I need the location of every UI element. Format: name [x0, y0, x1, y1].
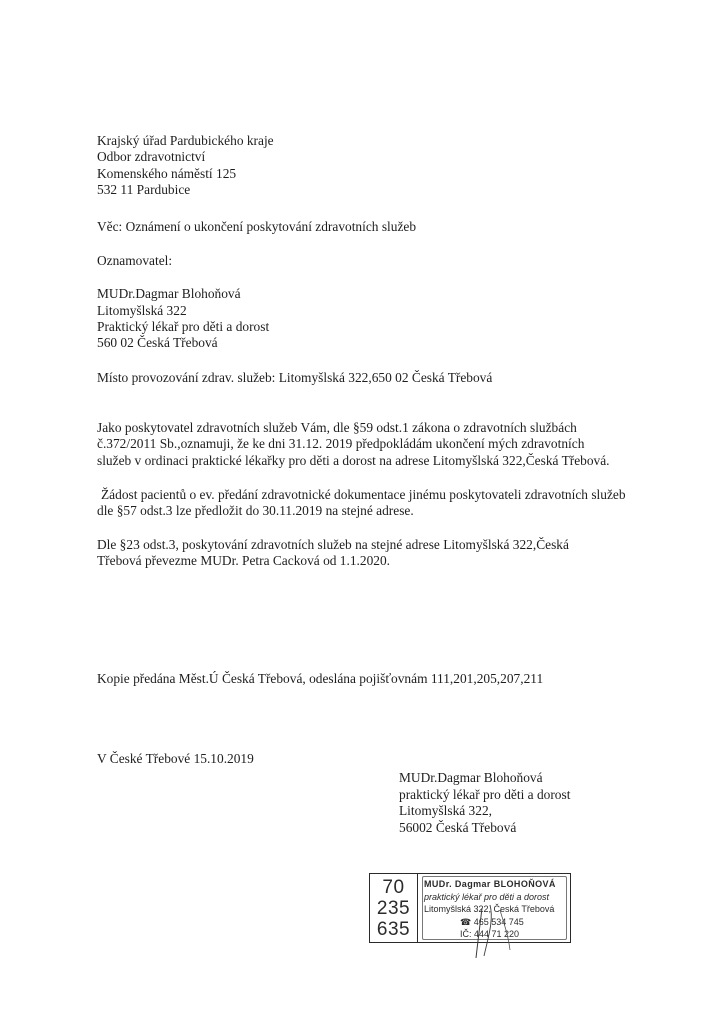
notifier-line-3: Praktický lékař pro děti a dorost	[97, 319, 270, 334]
paragraph3-line-1: Dle §23 odst.3, poskytování zdravotních služeb na stejné adrese Litomyšlská 322,Česká	[97, 537, 569, 552]
recipient-line-3: Komenského náměstí 125	[97, 166, 237, 181]
recipient-line-1: Krajský úřad Pardubického kraje	[97, 133, 274, 148]
signature-line-3: Litomyšlská 322,	[399, 803, 492, 818]
paragraph1-line-1: Jako poskytovatel zdravotních služeb Vám, dle §59 odst.1 zákona o zdravotních službách	[97, 420, 577, 435]
paragraph3-line-2: Třebová převezme MUDr. Petra Cacková od 1.1.2020.	[97, 553, 391, 568]
telephone-icon: ☎	[460, 916, 472, 927]
signature-line-2: praktický lékař pro děti a dorost	[399, 787, 571, 802]
stamp-address: Litomyšlská 322, Česká Třebová	[424, 904, 555, 914]
stamp-phone: 465 534 745	[473, 916, 524, 927]
paragraph2-line-1: Žádost pacientů o ev. předání zdravotnické dokumentace jinému poskytovateli zdravotních služeb	[101, 487, 626, 502]
place-of-service: Místo provozování zdrav. služeb: Litomyšlská 322,650 02 Česká Třebová	[97, 370, 493, 385]
subject-line: Věc: Oznámení o ukončení poskytování zdravotních služeb	[97, 219, 417, 234]
notifier-line-4: 560 02 Česká Třebová	[97, 335, 218, 350]
stamp-ic: IČ: 444 71 220	[460, 929, 520, 939]
stamp-role: praktický lékař pro děti a dorost	[424, 891, 550, 902]
signature-line-1: MUDr.Dagmar Blohoňová	[399, 770, 543, 785]
recipient-line-4: 532 11 Pardubice	[97, 182, 191, 197]
paragraph2-line-2: dle §57 odst.3 lze předložit do 30.11.2019 na stejné adrese.	[97, 503, 414, 518]
stamp-number-1: 70	[382, 877, 405, 898]
notifier-label: Oznamovatel:	[97, 253, 173, 268]
notifier-line-2: Litomyšlská 322	[97, 303, 187, 318]
stamp-number-2: 235	[376, 898, 411, 919]
stamp-name: MUDr. Dagmar BLOHOŇOVÁ	[424, 879, 556, 889]
notifier-line-1: MUDr.Dagmar Blohoňová	[97, 286, 241, 301]
signature-line-4: 56002 Česká Třebová	[399, 820, 517, 835]
paragraph1-line-2: č.372/2011 Sb.,oznamuji, že ke dni 31.12. 2019 předpokládám ukončení mých zdravotních	[97, 436, 585, 451]
stamp-number-box	[370, 874, 418, 942]
date-place: V České Třebové 15.10.2019	[97, 751, 254, 766]
recipient-line-2: Odbor zdravotnictví	[97, 149, 206, 164]
paragraph1-line-3: služeb v ordinaci praktické lékařky pro děti a dorost na adrese Litomyšlská 322,Česká Třebová.	[97, 453, 610, 468]
handwritten-signature	[470, 900, 530, 960]
copy-note: Kopie předána Měst.Ú Česká Třebová, odeslána pojišťovnám 111,201,205,207,211	[97, 671, 544, 686]
stamp-number-3: 635	[376, 919, 411, 940]
